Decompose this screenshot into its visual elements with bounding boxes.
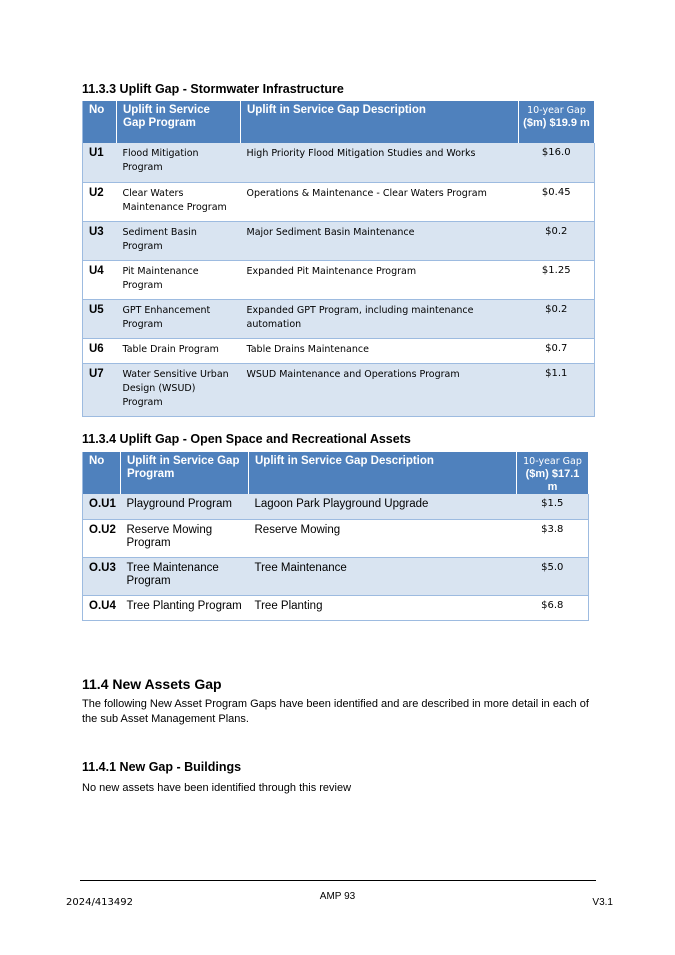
row-gap-value: $0.7 xyxy=(519,338,595,363)
row-program: Tree Planting Program xyxy=(121,595,249,620)
header-gap xyxy=(519,101,595,143)
header-gap-line1: 10-year Gap xyxy=(527,105,586,116)
table-row xyxy=(83,595,589,620)
row-description: Tree Maintenance xyxy=(249,557,517,595)
row-gap-value: $1.25 xyxy=(519,260,595,299)
row-number: U6 xyxy=(83,338,117,363)
row-gap-value: $6.8 xyxy=(517,595,589,620)
row-description: Lagoon Park Playground Upgrade xyxy=(249,494,517,519)
row-description: Table Drains Maintenance xyxy=(241,338,519,363)
row-gap-value: $5.0 xyxy=(517,557,589,595)
row-program: Clear Waters Maintenance Program xyxy=(117,182,241,221)
section-1133-heading: 11.3.3 Uplift Gap - Stormwater Infrastructure xyxy=(82,82,344,96)
header-no: No xyxy=(83,101,117,143)
row-program: GPT Enhancement Program xyxy=(117,299,241,338)
row-number: O.U1 xyxy=(83,494,121,519)
row-description: Expanded Pit Maintenance Program xyxy=(241,260,519,299)
header-gap-line2: ($m) $19.9 m xyxy=(523,117,590,129)
row-gap-value: $1.1 xyxy=(519,363,595,416)
row-number: U2 xyxy=(83,182,117,221)
header-program: Uplift in Service Gap Program xyxy=(117,101,241,143)
row-description: Reserve Mowing xyxy=(249,519,517,557)
row-description: Expanded GPT Program, including maintenance automation xyxy=(241,299,519,338)
section-114-heading: 11.4 New Assets Gap xyxy=(82,676,222,692)
row-program: Tree Maintenance Program xyxy=(121,557,249,595)
row-number: O.U2 xyxy=(83,519,121,557)
row-gap-value: $0.2 xyxy=(519,299,595,338)
row-number: U3 xyxy=(83,221,117,260)
header-program: Uplift in Service Gap Program xyxy=(121,452,249,494)
table-row xyxy=(83,494,589,519)
header-description: Uplift in Service Gap Description xyxy=(249,452,517,494)
table-row xyxy=(83,182,595,221)
header-gap-line2: ($m) $17.1 m xyxy=(525,468,580,493)
row-gap-value: $0.2 xyxy=(519,221,595,260)
table-row xyxy=(83,338,595,363)
table-header-row xyxy=(83,101,595,143)
stormwater-gap-table xyxy=(82,101,595,417)
row-number: O.U4 xyxy=(83,595,121,620)
row-gap-value: $1.5 xyxy=(517,494,589,519)
row-description: Operations & Maintenance - Clear Waters Program xyxy=(241,182,519,221)
table-row xyxy=(83,519,589,557)
row-description: WSUD Maintenance and Operations Program xyxy=(241,363,519,416)
row-description: Tree Planting xyxy=(249,595,517,620)
header-no: No xyxy=(83,452,121,494)
table-row xyxy=(83,363,595,416)
table-header-row xyxy=(83,452,589,494)
table-row xyxy=(83,299,595,338)
row-program: Playground Program xyxy=(121,494,249,519)
footer-version: V3.1 xyxy=(592,897,613,908)
footer-page-label: AMP 93 xyxy=(319,891,356,902)
footer-document-reference: 2024/413492 xyxy=(66,897,133,908)
section-1141-heading: 11.4.1 New Gap - Buildings xyxy=(82,760,242,774)
table-row xyxy=(83,221,595,260)
row-gap-value: $16.0 xyxy=(519,143,595,182)
footer-divider xyxy=(80,880,596,881)
table-row xyxy=(83,557,589,595)
table-row xyxy=(83,260,595,299)
row-number: U1 xyxy=(83,143,117,182)
row-number: U7 xyxy=(83,363,117,416)
row-number: U5 xyxy=(83,299,117,338)
row-description: High Priority Flood Mitigation Studies and Works xyxy=(241,143,519,182)
header-gap-line1: 10-year Gap xyxy=(523,456,582,467)
section-1134-heading: 11.3.4 Uplift Gap - Open Space and Recreational Assets xyxy=(82,432,411,446)
row-gap-value: $0.45 xyxy=(519,182,595,221)
table-row xyxy=(83,143,595,182)
row-number: O.U3 xyxy=(83,557,121,595)
row-program: Water Sensitive Urban Design (WSUD) Program xyxy=(117,363,241,416)
row-program: Pit Maintenance Program xyxy=(117,260,241,299)
row-gap-value: $3.8 xyxy=(517,519,589,557)
header-description: Uplift in Service Gap Description xyxy=(241,101,519,143)
row-program: Flood Mitigation Program xyxy=(117,143,241,182)
header-gap xyxy=(517,452,589,494)
row-program: Table Drain Program xyxy=(117,338,241,363)
section-114-body: The following New Asset Program Gaps have been identified and are described in more detail in each of the sub Asset Management Plans. xyxy=(82,698,589,725)
row-program: Reserve Mowing Program xyxy=(121,519,249,557)
section-1141-body: No new assets have been identified through this review xyxy=(82,782,352,794)
open-space-gap-table xyxy=(82,452,589,621)
row-program: Sediment Basin Program xyxy=(117,221,241,260)
row-number: U4 xyxy=(83,260,117,299)
row-description: Major Sediment Basin Maintenance xyxy=(241,221,519,260)
